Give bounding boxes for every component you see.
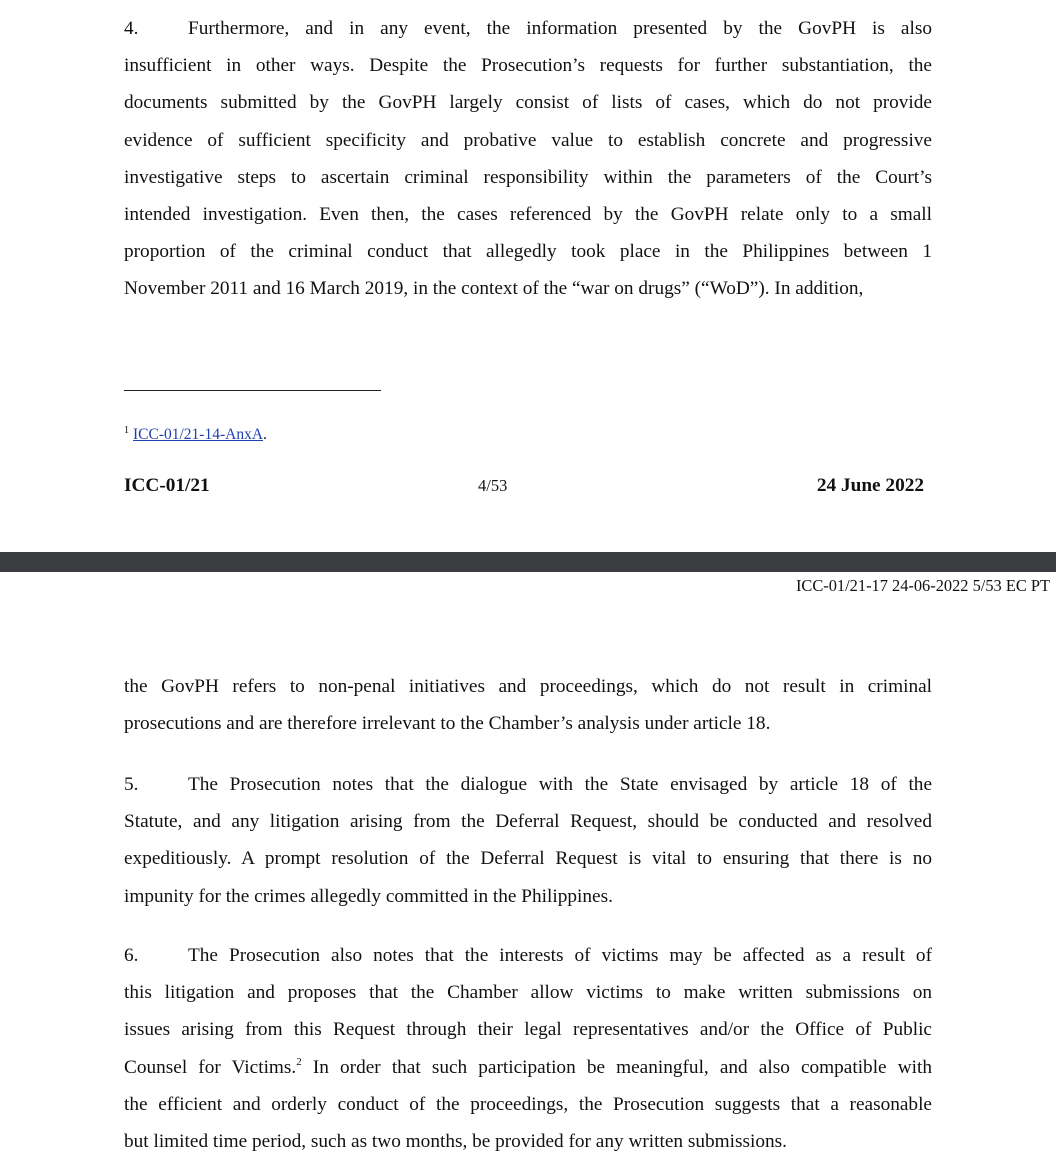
continuation-line: prosecutions and are therefore irrelevant to the Chamber’s analysis under article 18. bbox=[124, 713, 771, 735]
page-4 bbox=[0, 0, 1056, 552]
paragraph-number: 5. bbox=[124, 774, 139, 795]
paragraph-number: 4. bbox=[124, 18, 139, 39]
footnote-link[interactable]: ICC-01/21-14-AnxA bbox=[133, 426, 264, 443]
paragraph-6-line: this litigation and proposes that the Chamber allow victims to make written submissions on bbox=[124, 982, 932, 1004]
paragraph-6-line: Counsel for Victims.$^2$ In order that such participation be meaningful, and also compatible with bbox=[124, 1055, 932, 1078]
paragraph-6-line: but limited time period, such as two months, be provided for any written submissions. bbox=[124, 1131, 787, 1153]
paragraph-4-line: insufficient in other ways. Despite the Prosecution’s requests for further substantiation, the bbox=[124, 55, 932, 77]
footnote-ref-2[interactable]: 2 bbox=[296, 1055, 302, 1068]
paragraph-5-line: expeditiously. A prompt resolution of the Deferral Request is vital to ensuring that there is no bbox=[124, 848, 932, 870]
footer-page-indicator: 4/53 bbox=[478, 476, 508, 495]
paragraph-5-line: impunity for the crimes allegedly committed in the Philippines. bbox=[124, 885, 613, 907]
paragraph-5-line: Statute, and any litigation arising from the Deferral Request, should be conducted and resolved bbox=[124, 811, 932, 833]
paragraph-4-line: documents submitted by the GovPH largely consist of lists of cases, which do not provide bbox=[124, 92, 932, 114]
paragraph-4-line: investigative steps to ascertain criminal responsibility within the parameters of the Court’s bbox=[124, 166, 932, 188]
paragraph-4-line: intended investigation. Even then, the cases referenced by the GovPH relate only to a small bbox=[124, 204, 932, 226]
continuation-text bbox=[124, 668, 932, 742]
paragraph-number: 6. bbox=[124, 945, 139, 966]
paragraph-5 bbox=[124, 766, 932, 915]
footer-case-number: ICC-01/21 bbox=[124, 475, 210, 496]
paragraph-4-line: November 2011 and 16 March 2019, in the context of the “war on drugs” (“WoD”). In addition, bbox=[124, 278, 864, 300]
paragraph-4-line: evidence of sufficient specificity and probative value to establish concrete and progressive bbox=[124, 129, 932, 151]
paragraph-4-line: proportion of the criminal conduct that allegedly took place in the Philippines between 1 bbox=[124, 241, 932, 263]
paragraph-4 bbox=[124, 10, 932, 308]
footnote-1: $^1$ ICC-01/21-14-AnxA. bbox=[124, 425, 267, 443]
continuation-line: the GovPH refers to non-penal initiatives and proceedings, which do not result in criminal bbox=[124, 676, 932, 697]
paragraph-5-line: 5. The Prosecution notes that the dialogue with the State envisaged by article 18 of the bbox=[124, 766, 932, 803]
page-divider bbox=[0, 552, 1056, 572]
footer-date: 24 June 2022 bbox=[816, 475, 924, 496]
paragraph-6-line: 6. The Prosecution also notes that the interests of victims may be affected as a result of bbox=[124, 937, 932, 974]
paragraph-4-line: 4. Furthermore, and in any event, the information presented by the GovPH is also bbox=[124, 10, 932, 47]
paragraph-6 bbox=[124, 937, 932, 1160]
footnote-marker: 1 bbox=[124, 425, 129, 436]
paragraph-6-line: the efficient and orderly conduct of the proceedings, the Prosecution suggests that a reasonable bbox=[124, 1093, 932, 1115]
paragraph-6-line: issues arising from this Request through their legal representatives and/or the Office of Public bbox=[124, 1019, 932, 1041]
document-header-stamp: ICC-01/21-17 24-06-2022 5/53 EC PT bbox=[795, 576, 1050, 595]
footnote-separator bbox=[124, 390, 381, 391]
